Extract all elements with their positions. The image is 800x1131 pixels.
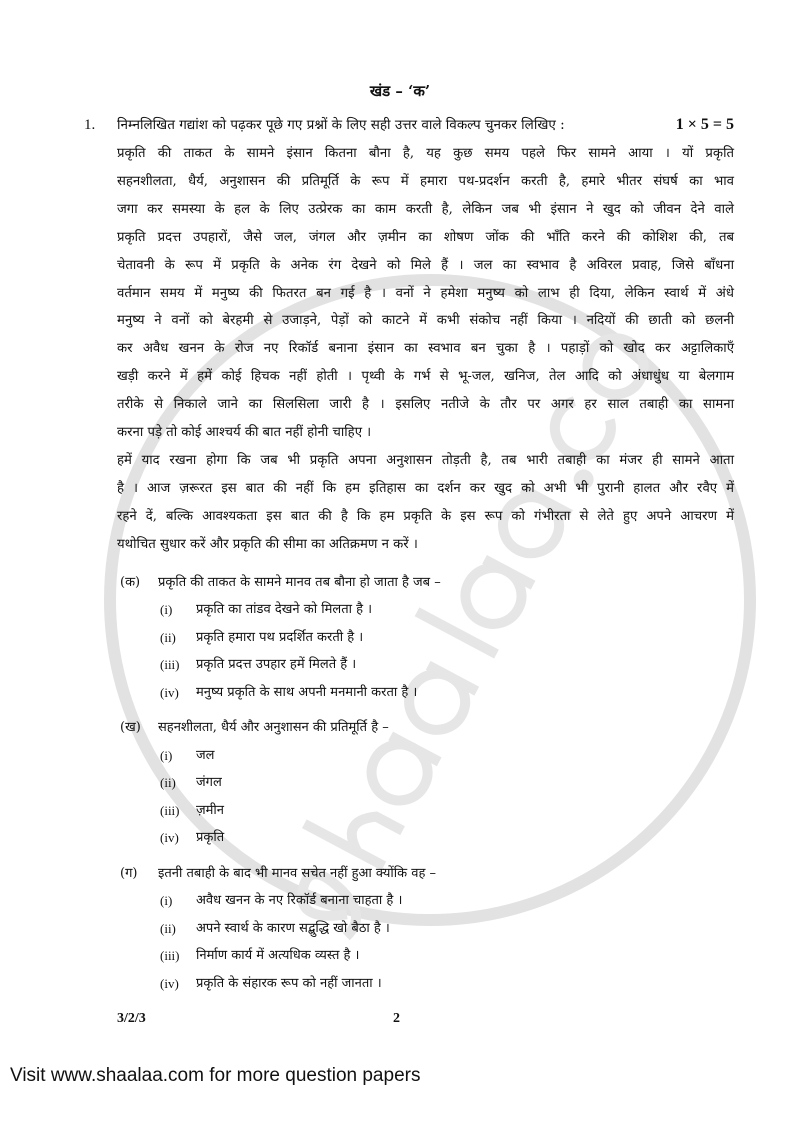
passage-line: यथोचित सुधार करें और प्रकृति की सीमा का अतिक्रमण न करें । (117, 536, 418, 552)
passage-line: वर्तमान समय में मनुष्य की फितरत बन गई है । वनों ने हमेशा मनुष्य को लाभ ही दिया, लेकिन स्वार्थ में अंधे (117, 285, 734, 301)
question-instruction: निम्नलिखित गद्यांश को पढ़कर पूछे गए प्रश्नों के लिए सही उत्तर वाले विकल्प चुनकर लिखिए : (117, 117, 565, 133)
option-text: मनुष्य प्रकृति के साथ अपनी मनमानी करता है । (196, 684, 418, 700)
option-label: (iv) (160, 684, 179, 700)
answer-option[interactable] (160, 769, 800, 797)
option-text: अवैध खनन के नए रिकॉर्ड बनाना चाहता है । (196, 893, 403, 909)
passage-line: कर अवैध खनन के रोज नए रिकॉर्ड बनाना इंसान का स्वभाव बन चुका है । पहाड़ों को खोद कर अट्टालिकाएँ (117, 341, 734, 357)
subquestion-label: (क) (120, 574, 141, 590)
option-label: (i) (160, 747, 173, 763)
passage (117, 140, 734, 559)
option-text: प्रकृति हमारा पथ प्रदर्शित करती है । (196, 629, 364, 645)
question-row (84, 114, 734, 136)
option-label: (iii) (160, 948, 180, 964)
option-text: जंगल (196, 775, 222, 791)
paper-code: 3/2/3 (117, 1011, 146, 1027)
answer-option[interactable] (160, 651, 800, 679)
passage-line: सहनशीलता, धैर्य, अनुशासन की प्रतिमूर्ति के रूप में हमारा पथ-प्रदर्शन करती है, हमारे भीतर संघर्ष का भाव (117, 173, 734, 189)
option-label: (i) (160, 893, 173, 909)
option-text: जल (196, 747, 215, 763)
passage-line: तरीके से निकाले जाने का सिलसिला जारी है । इसलिए नतीजे के तौर पर अगर हर साल तबाही का सामना (117, 397, 734, 413)
option-label: (ii) (160, 629, 176, 645)
passage-line: करना पड़े तो कोई आश्चर्य की बात नहीं होनी चाहिए । (117, 425, 372, 441)
option-text: प्रकृति (196, 830, 225, 846)
option-text: अपने स्वार्थ के कारण सद्बुद्धि खो बैठा है । (196, 920, 390, 936)
page-number: 2 (393, 1011, 400, 1027)
answer-option[interactable] (160, 942, 800, 970)
subquestion-stem (120, 860, 800, 888)
passage-line: मनुष्य ने वनों को बेरहमी से उजाड़ने, पेड़ों को काटने में कभी संकोच नहीं किया । नदियों की छाती को छलनी (117, 313, 734, 329)
answer-option[interactable] (160, 797, 800, 825)
subquestion-text: प्रकृति की ताकत के सामने मानव तब बौना हो जाता है जब – (158, 574, 441, 590)
subquestion-text: सहनशीलता, धैर्य और अनुशासन की प्रतिमूर्ति है – (158, 720, 389, 736)
visit-footer-link[interactable]: Visit www.shaalaa.com for more question papers (10, 1065, 421, 1086)
subquestion-label: (ग) (120, 865, 138, 881)
passage-line: हमें याद रखना होगा कि जब भी प्रकृति अपना अनुशासन तोड़ती है, तब भारी तबाही का मंजर ही सामने आता (117, 452, 734, 468)
option-label: (ii) (160, 775, 176, 791)
option-label: (iii) (160, 802, 180, 818)
subquestion-stem (120, 714, 800, 742)
answer-option[interactable] (160, 596, 800, 624)
question-marks: 1 × 5 = 5 (675, 116, 734, 133)
answer-option[interactable] (160, 679, 800, 707)
passage-line: जगा कर समस्या के हल के लिए उत्प्रेरक का काम करती है, लेकिन जब भी इंसान ने खुद को जीवन देने वाले (117, 201, 734, 217)
passage-line: चेतावनी के रूप में प्रकृति के अनेक रंग देखने को मिले हैं । जल का स्वभाव है अविरल प्रवाह, जिसे बाँधना (117, 257, 734, 273)
passage-line: प्रकृति प्रदत्त उपहारों, जैसे जल, जंगल और ज़मीन का शोषण जोंक की भाँति करने की कोशिश की, तब (117, 229, 734, 245)
option-text: प्रकृति के संहारक रूप को नहीं जानता । (196, 975, 382, 991)
page-footer (117, 1009, 417, 1029)
passage-line: प्रकृति की ताकत के सामने इंसान कितना बौना है, यह कुछ समय पहले फिर सामने आया । यों प्रकृति (117, 146, 734, 161)
passage-line: है । आज ज़रूरत इस बात की नहीं कि हम इतिहास का दर्शन कर खुद को अभी भी पुरानी हालत और रवैए में (117, 480, 734, 496)
answer-option[interactable] (160, 824, 800, 852)
answer-option[interactable] (160, 887, 800, 915)
subquestions (0, 569, 800, 998)
option-text: निर्माण कार्य में अत्यधिक व्यस्त है । (196, 948, 360, 964)
section-title: खंड – ‘क’ (369, 82, 431, 100)
option-label: (iii) (160, 657, 180, 673)
answer-option[interactable] (160, 970, 800, 998)
option-label: (ii) (160, 920, 176, 936)
passage-line: खड़ी करने में हमें कोई हिचक नहीं होती । पृथ्वी के गर्भ से भू-जल, खनिज, तेल आदि को अंधाधुंध या बेलगाम (117, 369, 734, 385)
option-label: (i) (160, 602, 173, 618)
option-text: प्रकृति प्रदत्त उपहार हमें मिलते हैं । (196, 657, 357, 673)
option-text: ज़मीन (196, 802, 225, 818)
option-label: (iv) (160, 830, 179, 846)
answer-option[interactable] (160, 742, 800, 770)
option-text: प्रकृति का तांडव देखने को मिलता है । (196, 602, 373, 618)
subquestion-text: इतनी तबाही के बाद भी मानव सचेत नहीं हुआ क्योंकि वह – (158, 865, 437, 881)
question-number: 1. (84, 117, 96, 133)
subquestion-label: (ख) (120, 720, 141, 736)
answer-option[interactable] (160, 915, 800, 943)
passage-line: रहने दें, बल्कि आवश्यकता इस बात की है कि हम प्रकृति के इस रूप को गंभीरता से लेते हुए अपने आचरण में (117, 508, 734, 524)
answer-option[interactable] (160, 624, 800, 652)
subquestion-stem (120, 569, 800, 597)
option-label: (iv) (160, 975, 179, 991)
